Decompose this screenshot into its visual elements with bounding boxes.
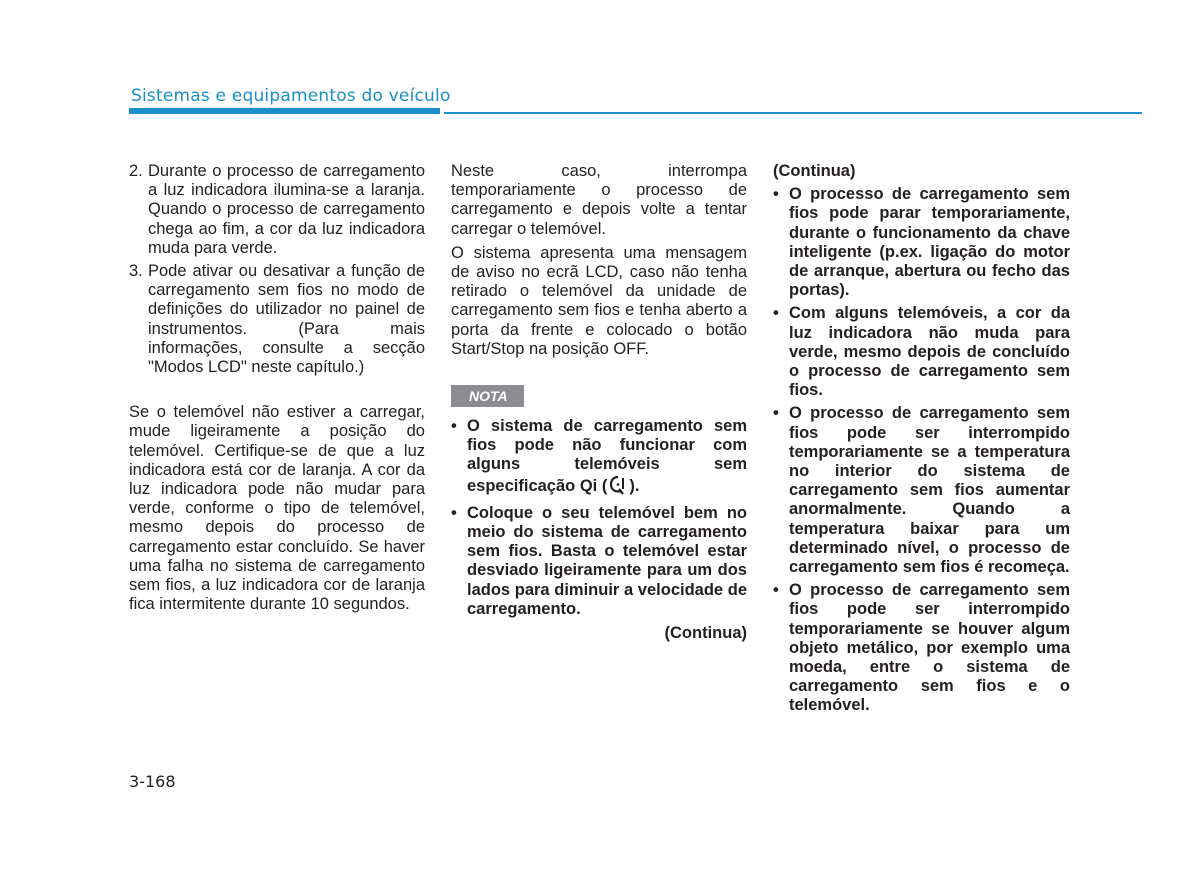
page-header-title: Sistemas e equipamentos do veículo (131, 86, 451, 106)
body-paragraph: O sistema apresenta uma mensagem de aviso no ecrã LCD, caso não tenha retirado o telemóvel da unidade de carregamento sem fios e tenha aberto a porta da frente e colocado o botão Start/Stop na posição OFF. (451, 243, 747, 358)
note-bullet (773, 304, 1070, 400)
bullet-text: O processo de carregamento sem fios pode parar temporariamente, durante o funcionamento da chave inteligente (p.ex. ligação do motor de arranque, abertura ou fecho das portas). (789, 185, 1070, 300)
column-right (773, 162, 1070, 720)
note-bullet (773, 581, 1070, 715)
continued-label: (Continua) (664, 624, 747, 643)
header-rule-thick (129, 108, 440, 114)
note-bullet (773, 185, 1070, 300)
bullet-dot: • (773, 185, 779, 204)
continued-label: (Continua) (773, 162, 856, 180)
note-bullet (773, 404, 1070, 577)
bullet-text: Coloque o seu telemóvel bem no meio do sistema de carregamento sem fios. Basta o telemóvel estar desviado ligeiramente para um dos lados para diminuir a velocidade de carregamento. (467, 503, 747, 618)
page-number: 3-168 (129, 772, 176, 791)
column-left (129, 162, 425, 619)
bullet-text-end: ). (629, 476, 640, 495)
note-bullet (451, 417, 747, 500)
item-number: 3. (129, 262, 143, 281)
body-paragraph: Se o telemóvel não estiver a carregar, mude ligeiramente a posição do telemóvel. Certifique-se de que a luz indicadora está cor de laranja. A cor da luz indicadora pode não mudar para verde, conforme o tipo de telemóvel, mesmo depois do processo de carregamento estar concluído. Se haver uma falha no sistema de carregamento sem fios, a luz indicadora cor de laranja fica intermitente durante 10 segundos. (129, 403, 425, 614)
numbered-item (129, 162, 425, 258)
bullet-dot: • (451, 417, 457, 436)
bullet-dot: • (773, 581, 779, 600)
bullet-text: O sistema de carregamento sem fios pode não funcionar com alguns telemóveis sem especificação Qi ( (467, 417, 747, 495)
bullet-dot: • (451, 503, 457, 522)
bullet-text: Com alguns telemóveis, a cor da luz indicadora não muda para verde, mesmo depois de concluído o processo de carregamento sem fios. (789, 304, 1070, 400)
item-text: Durante o processo de carregamento a luz indicadora ilumina-se a laranja. Quando o processo de carregamento chega ao fim, a cor da luz indicadora muda para verde. (148, 162, 425, 257)
bullet-text: O processo de carregamento sem fios pode ser interrompido temporariamente se a temperatura no interior do sistema de carregamento sem fios aumentar anormalmente. Quando a temperatura baixar para um determinado nível, o processo de carregamento sem fios é recomeça. (789, 404, 1070, 577)
bullet-dot: • (773, 404, 779, 423)
note-bullet (451, 504, 747, 619)
item-text: Pode ativar ou desativar a função de carregamento sem fios no modo de definições do utilizador no painel de instrumentos. (Para mais informações, consulte a secção "Modos LCD" neste capítulo.) (148, 262, 425, 377)
qi-wireless-charging-icon (609, 475, 627, 500)
note-label: NOTA (451, 385, 524, 407)
column-middle (451, 162, 747, 643)
numbered-item (129, 262, 425, 377)
bullet-text: O processo de carregamento sem fios pode ser interrompido temporariamente se houver algum objeto metálico, por exemplo uma moeda, entre o sistema de carregamento sem fios e o telemóvel. (789, 581, 1070, 715)
bullet-dot: • (773, 304, 779, 323)
body-paragraph: Neste caso, interrompa temporariamente o processo de carregamento e depois volte a tentar carregar o telemóvel. (451, 162, 747, 238)
header-rule-thin (444, 112, 1142, 114)
item-number: 2. (129, 162, 143, 180)
